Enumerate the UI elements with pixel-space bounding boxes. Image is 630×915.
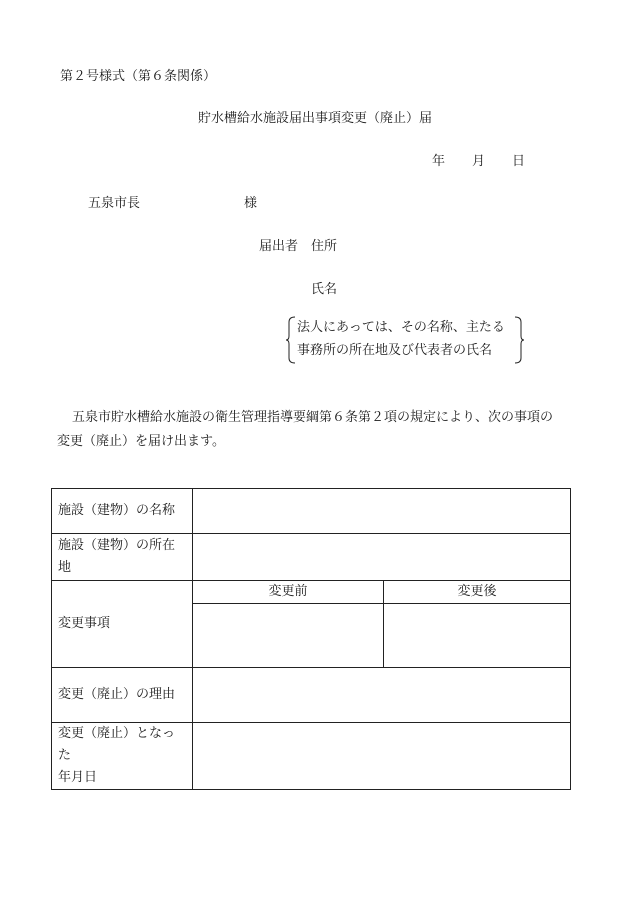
table-row xyxy=(52,534,571,581)
reason-label: 変更（廃止）の理由 xyxy=(52,668,193,723)
body-line2: 変更（廃止）を届け出ます。 xyxy=(57,434,225,449)
date-year-label: 年 xyxy=(432,154,446,169)
facility-name-label: 施設（建物）の名称 xyxy=(52,489,193,534)
address-label: 住所 xyxy=(311,239,338,254)
change-items-label: 変更事項 xyxy=(52,581,193,668)
corporate-note-line1: 法人にあっては、その名称、主たる xyxy=(297,320,505,335)
change-date-field[interactable] xyxy=(193,723,571,790)
form-number: 第２号様式（第６条関係） xyxy=(60,69,217,84)
table-row xyxy=(52,668,571,723)
notifier-label: 届出者 xyxy=(259,239,299,254)
change-date-label xyxy=(52,723,193,790)
before-header: 変更前 xyxy=(193,581,384,604)
after-header: 変更後 xyxy=(384,581,571,604)
table-row xyxy=(52,723,571,790)
after-field[interactable] xyxy=(384,604,571,668)
facility-name-field[interactable] xyxy=(193,489,571,534)
form-table xyxy=(51,488,571,790)
corporate-note xyxy=(285,316,525,364)
corporate-note-line2: 事務所の所在地及び代表者の氏名 xyxy=(297,343,493,358)
name-label: 氏名 xyxy=(311,282,338,297)
before-field[interactable] xyxy=(193,604,384,668)
addressee-name: 五泉市長 xyxy=(88,196,141,211)
change-date-label-line1: 変更（廃止）となった xyxy=(58,726,176,763)
body-paragraph xyxy=(57,406,575,454)
document-title: 貯水槽給水施設届出事項変更（廃止）届 xyxy=(197,111,432,126)
body-line1: 五泉市貯水槽給水施設の衛生管理指導要綱第６条第２項の規定により、次の事項の xyxy=(72,410,554,425)
addressee-honorific: 様 xyxy=(244,196,258,211)
change-date-label-line2: 年月日 xyxy=(58,770,98,785)
table-row xyxy=(52,489,571,534)
date-day-label: 日 xyxy=(512,154,526,169)
facility-location-label: 施設（建物）の所在地 xyxy=(52,534,193,581)
reason-field[interactable] xyxy=(193,668,571,723)
table-row xyxy=(52,581,571,604)
facility-location-field[interactable] xyxy=(193,534,571,581)
date-month-label: 月 xyxy=(472,154,486,169)
